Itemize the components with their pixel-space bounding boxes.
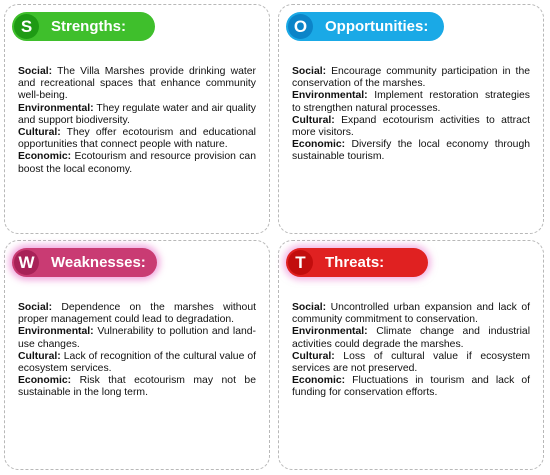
threats-letter-badge: T [288, 250, 313, 275]
strengths-item-economic [18, 151, 256, 175]
item-label: Social: [292, 302, 327, 313]
item-label: Social: [18, 302, 53, 313]
item-text: They offer ecotourism and educational opportunities that connect people with nature. [18, 127, 256, 151]
strengths-card [4, 4, 270, 234]
item-text: They regulate water and air quality and support biodiversity. [18, 102, 256, 126]
opportunities-title: Opportunities: [325, 18, 429, 35]
item-label: Environmental: [292, 90, 368, 102]
weaknesses-item-social [18, 302, 256, 326]
item-text: Expand ecotourism activities to attract more visitors. [292, 114, 530, 139]
opportunities-item-social [292, 66, 530, 90]
item-label: Social: [18, 66, 53, 77]
item-text: Diversify the local economy through sustainable tourism. [292, 139, 530, 163]
item-label: Cultural: [18, 127, 61, 139]
weaknesses-item-cultural [18, 351, 256, 375]
strengths-body [18, 66, 256, 176]
weaknesses-letter-badge: W [14, 250, 39, 275]
opportunities-item-cultural [292, 115, 530, 139]
item-label: Social: [292, 66, 327, 77]
item-text: Uncontrolled urban expansion and lack of community commitment to conservation. [292, 302, 530, 326]
strengths-item-environmental [18, 103, 256, 127]
opportunities-body [292, 66, 530, 164]
item-label: Cultural: [292, 114, 335, 126]
item-text: Encourage community participation in the conservation of the marshes. [292, 66, 530, 90]
threats-header [286, 248, 428, 277]
item-label: Economic: [18, 151, 72, 163]
threats-item-environmental [292, 326, 530, 350]
item-label: Cultural: [18, 350, 61, 362]
weaknesses-header [12, 248, 157, 277]
threats-item-economic [292, 375, 530, 399]
strengths-letter-badge: S [14, 14, 39, 39]
strengths-title: Strengths: [51, 18, 126, 35]
opportunities-letter-badge: O [288, 14, 313, 39]
item-label: Economic: [18, 375, 72, 387]
threats-body [292, 302, 530, 400]
strengths-item-cultural [18, 127, 256, 151]
item-text: Implement restoration strategies to strengthen natural processes. [292, 90, 531, 114]
threats-item-cultural [292, 351, 530, 375]
weaknesses-body [18, 302, 256, 400]
item-label: Economic: [292, 139, 346, 151]
item-label: Environmental: [18, 102, 94, 114]
threats-item-social [292, 302, 530, 326]
item-text: Lack of recognition of the cultural value of ecosystem services. [18, 350, 256, 375]
item-label: Cultural: [292, 350, 335, 362]
item-text: Loss of cultural value if ecosystem services are not preserved. [292, 350, 530, 375]
item-text: Climate change and industrial activities could degrade the marshes. [292, 326, 531, 350]
strengths-item-social [18, 66, 256, 103]
weaknesses-item-environmental [18, 326, 256, 350]
weaknesses-card [4, 240, 270, 470]
item-text: Fluctuations in tourism and lack of funding for conservation efforts. [292, 375, 531, 399]
item-text: Ecotourism and resource provision can boost the local economy. [18, 151, 256, 175]
item-text: Dependence on the marshes without proper management could lead to degradation. [18, 302, 256, 326]
weaknesses-item-economic [18, 375, 256, 399]
item-label: Environmental: [18, 326, 94, 338]
strengths-header [12, 12, 155, 41]
threats-title: Threats: [325, 254, 385, 271]
item-text: The Villa Marshes provide drinking water and recreational spaces that enhance community well-being. [18, 66, 256, 102]
opportunities-card [278, 4, 544, 234]
opportunities-item-environmental [292, 90, 530, 114]
item-label: Environmental: [292, 326, 368, 338]
item-text: Vulnerability to pollution and land-use changes. [18, 326, 257, 350]
item-label: Economic: [292, 375, 346, 387]
threats-card [278, 240, 544, 470]
weaknesses-title: Weaknesses: [51, 254, 146, 271]
opportunities-item-economic [292, 139, 530, 163]
opportunities-header [286, 12, 444, 41]
item-text: Risk that ecotourism may not be sustainable in the long term. [18, 375, 256, 399]
